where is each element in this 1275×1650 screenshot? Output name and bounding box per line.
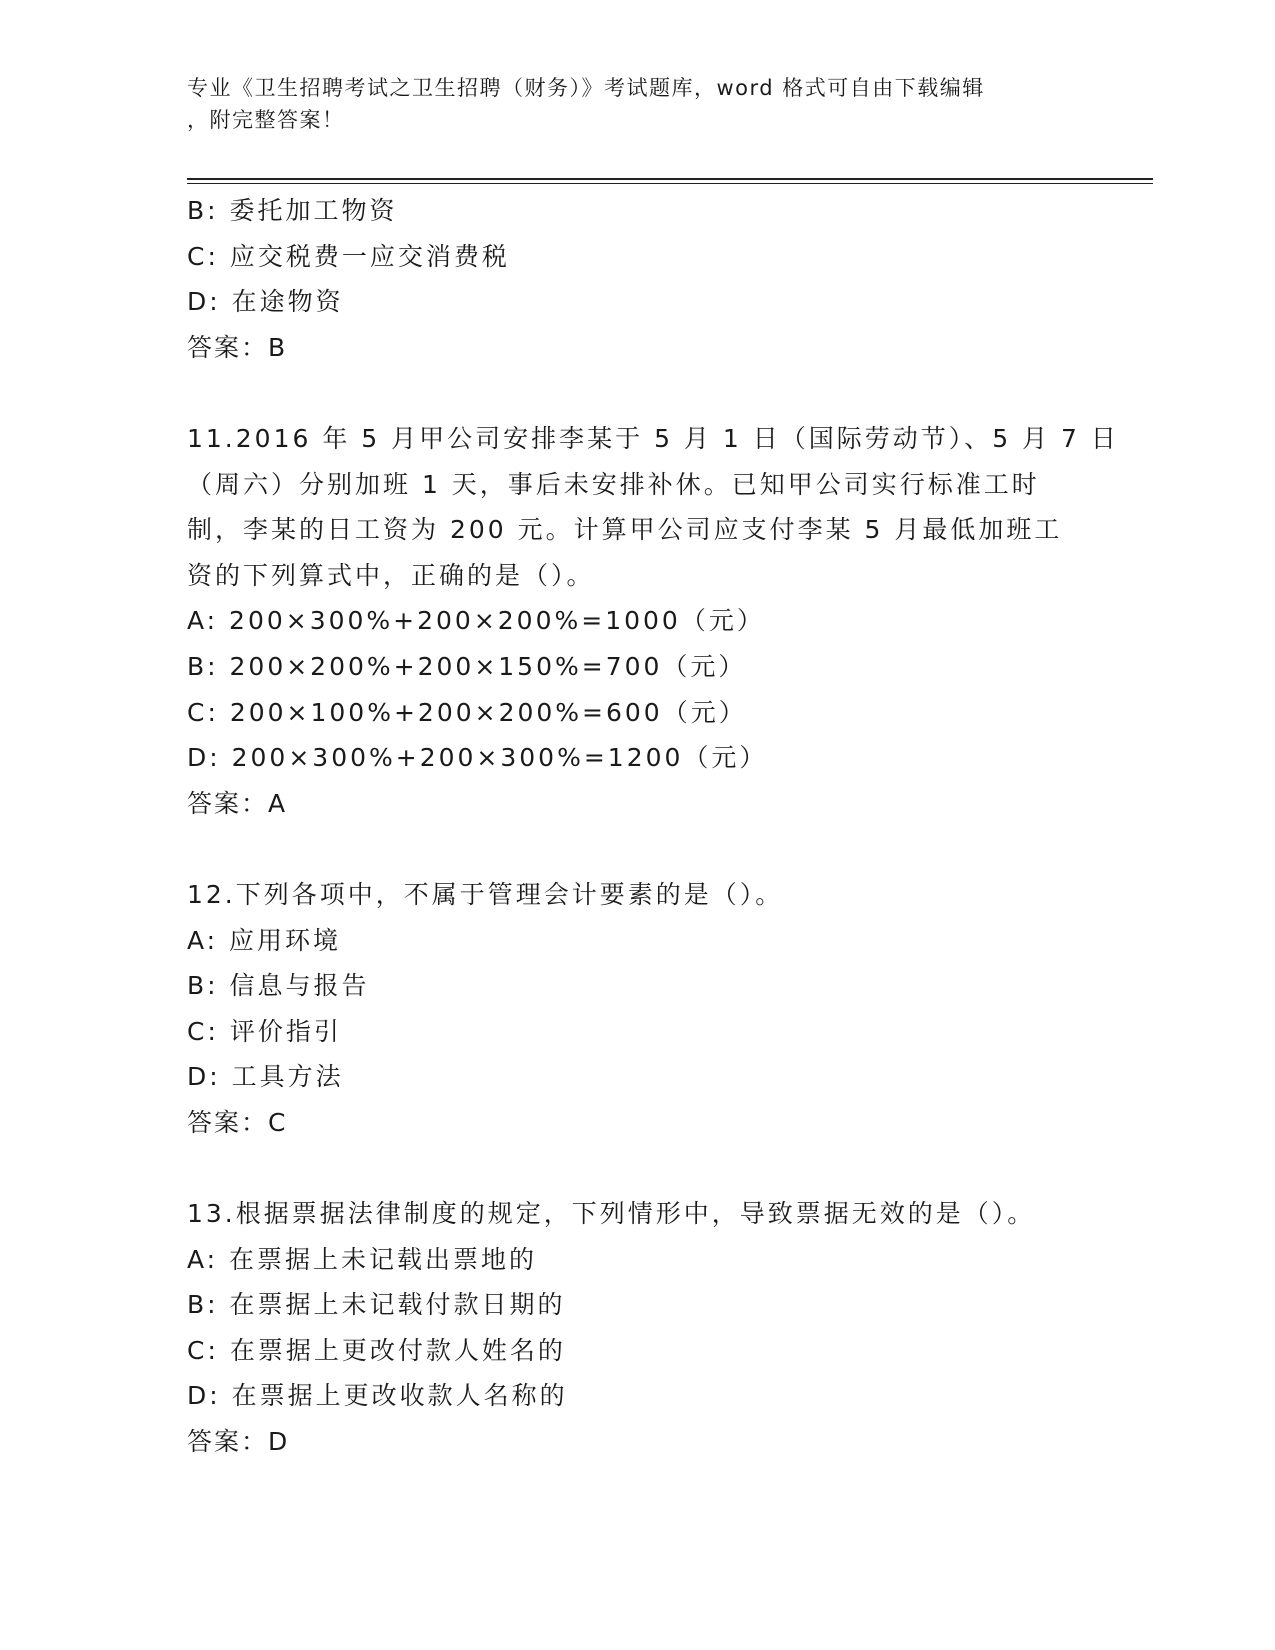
- question-block-13: [187, 1191, 1087, 1465]
- spacer: [187, 1145, 1087, 1191]
- answer-line: 答案：B: [187, 332, 288, 362]
- spacer: [187, 826, 1087, 872]
- option-b: B: 在票据上未记载付款日期的: [187, 1290, 566, 1320]
- document-body: [187, 188, 1119, 1465]
- option-c: C: 在票据上更改付款人姓名的: [187, 1335, 566, 1365]
- answer-line: 答案：A: [187, 788, 288, 818]
- question-stem-line: 11.2016 年 5 月甲公司安排李某于 5 月 1 日（国际劳动节）、5 月 7 日: [187, 423, 1119, 453]
- question-block-prev: [187, 188, 1087, 370]
- answer-line: 答案：D: [187, 1427, 290, 1457]
- question-stem-line: 12.下列各项中，不属于管理会计要素的是（）。: [187, 879, 784, 909]
- header-rule-thin: [187, 183, 1153, 184]
- option-b: B: 信息与报告: [187, 971, 370, 1001]
- option-c: C: 200×100%+200×200%=600（元）: [187, 697, 747, 727]
- option-a: A: 200×300%+200×200%=1000（元）: [187, 606, 765, 636]
- option-d: D: 在票据上更改收款人名称的: [187, 1381, 568, 1411]
- question-stem-line: 制，李某的日工资为 200 元。计算甲公司应支付李某 5 月最低加班工: [187, 515, 1063, 545]
- option-d: D: 200×300%+200×300%=1200（元）: [187, 743, 768, 773]
- option-c: C: 评价指引: [187, 1016, 342, 1046]
- question-stem-line: 资的下列算式中，正确的是（）。: [187, 560, 595, 590]
- option-d: D: 工具方法: [187, 1062, 344, 1092]
- header-line-1: 专业《卫生招聘考试之卫生招聘（财务）》考试题库，word 格式可自由下载编辑: [187, 76, 985, 100]
- document-header: [187, 72, 1067, 136]
- header-line-2: ，附完整答案！: [187, 108, 345, 132]
- question-stem-line: （周六）分别加班 1 天，事后未安排补休。已知甲公司实行标准工时: [187, 469, 1040, 499]
- question-stem-line: 13.根据票据法律制度的规定，下列情形中，导致票据无效的是（）。: [187, 1199, 1036, 1229]
- option-a: A: 在票据上未记载出票地的: [187, 1244, 538, 1274]
- question-block-12: [187, 872, 1087, 1146]
- option-a: A: 应用环境: [187, 925, 342, 955]
- option-b: B: 委托加工物资: [187, 196, 398, 225]
- spacer: [187, 370, 1087, 416]
- question-block-11: [187, 416, 1119, 826]
- option-c: C: 应交税费一应交消费税: [187, 241, 510, 271]
- option-d: D: 在途物资: [187, 287, 344, 317]
- option-b: B: 200×200%+200×150%=700（元）: [187, 651, 747, 681]
- answer-line: 答案：C: [187, 1107, 288, 1137]
- header-rule-thick: [187, 178, 1153, 180]
